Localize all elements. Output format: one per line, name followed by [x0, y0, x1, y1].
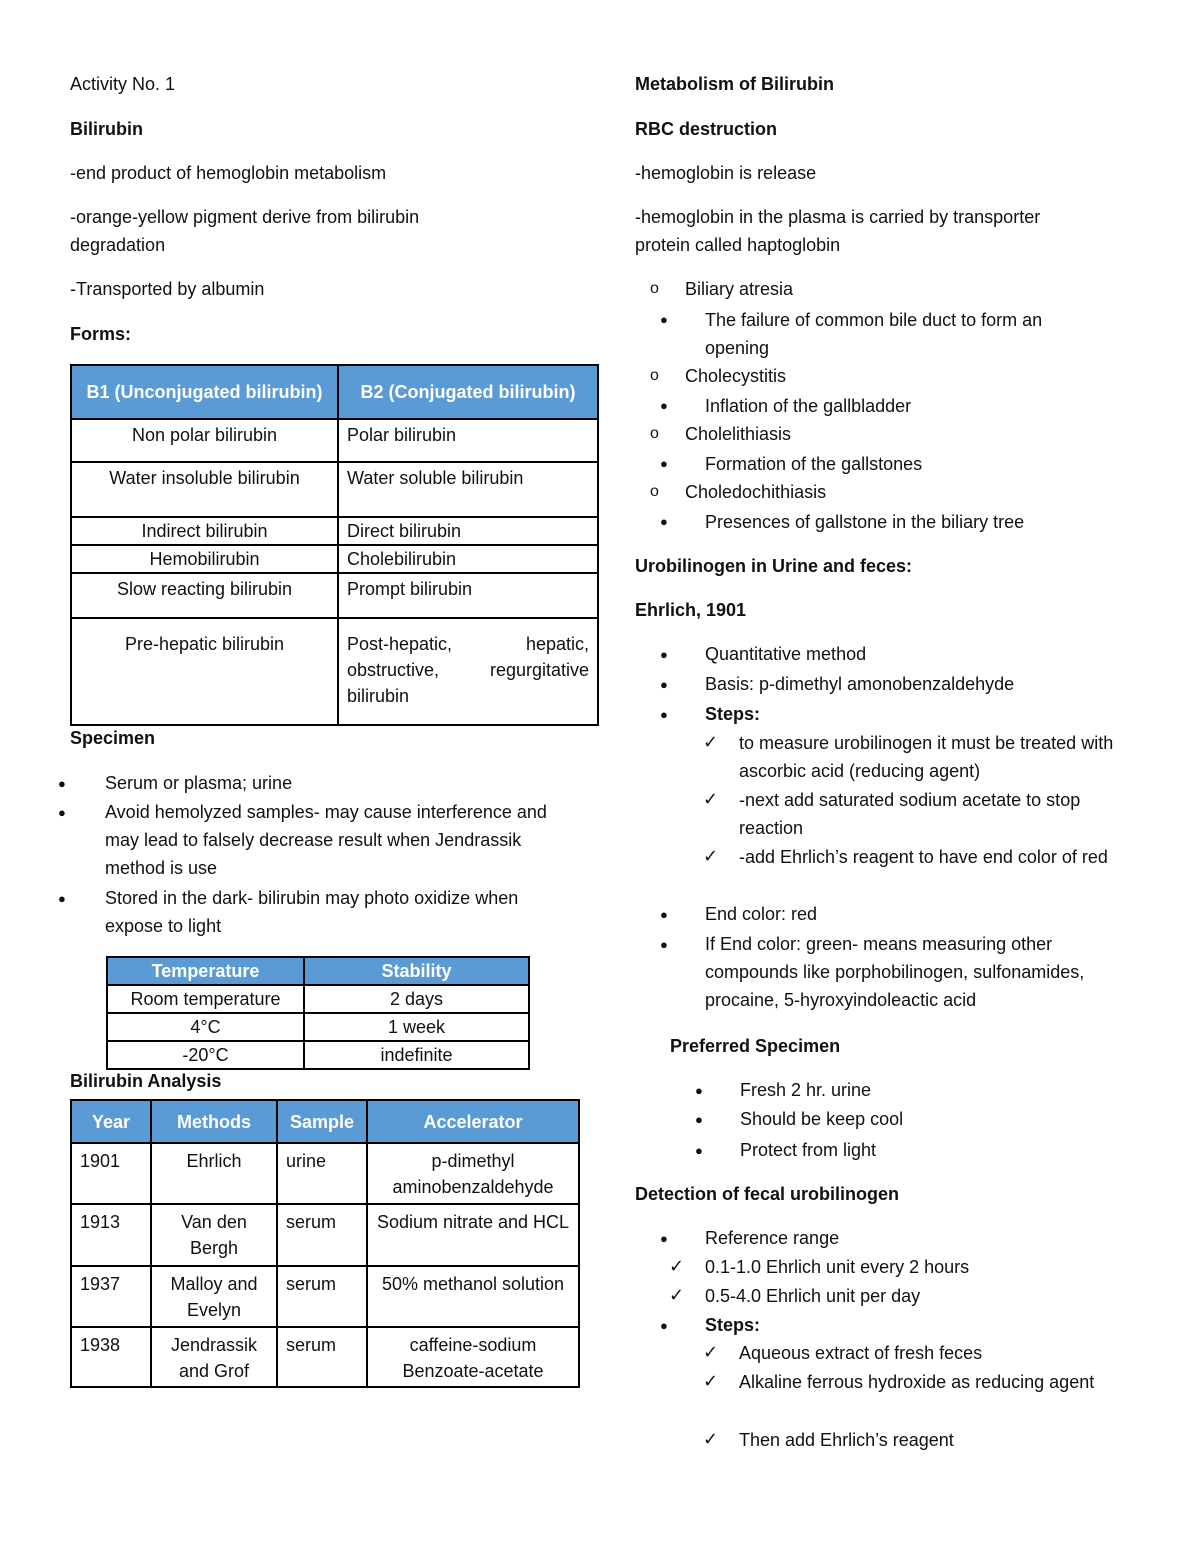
- table-row: [71, 1327, 579, 1387]
- condition-desc: Formation of the gallstones: [705, 454, 923, 474]
- table-cell: Van den Bergh: [151, 1204, 277, 1266]
- table-header: Accelerator: [367, 1100, 579, 1143]
- bullet-icon: ●: [660, 1318, 668, 1333]
- fecal-ref: Reference range: [705, 1228, 840, 1248]
- table-cell: Jendrassik and Grof: [151, 1327, 277, 1387]
- ehrlich-heading: Ehrlich, 1901: [635, 600, 747, 620]
- preferred-item: Should be keep cool: [740, 1109, 904, 1129]
- specimen-item: Stored in the dark- bilirubin may photo oxidize when expose to light: [105, 888, 519, 936]
- table-cell: Non polar bilirubin: [71, 419, 338, 462]
- bullet-icon: ●: [58, 805, 66, 820]
- table-cell: Water soluble bilirubin: [338, 462, 598, 517]
- table-cell: Room temperature: [107, 985, 304, 1013]
- table-row: [71, 545, 598, 573]
- bullet-icon: ●: [660, 937, 668, 952]
- ehrlich-item: Basis: p-dimethyl amonobenzaldehyde: [705, 674, 1015, 694]
- fecal-heading: Detection of fecal urobilinogen: [635, 1184, 900, 1204]
- table-cell: Malloy and Evelyn: [151, 1266, 277, 1327]
- check-icon: ✓: [703, 1371, 719, 1391]
- table-cell: p-dimethyl aminobenzaldehyde: [367, 1143, 579, 1204]
- condition-desc: Inflation of the gallbladder: [705, 396, 912, 416]
- table-cell: serum: [277, 1204, 367, 1266]
- condition-name: Choledochithiasis: [685, 482, 827, 502]
- bullet-icon: ●: [58, 776, 66, 791]
- bullet-icon: ●: [695, 1083, 703, 1098]
- table-cell: indefinite: [304, 1041, 529, 1069]
- table-row: [71, 1266, 579, 1327]
- table-header: Temperature: [107, 957, 304, 985]
- fact-line: -orange-yellow pigment derive from bilirubin: [70, 207, 420, 227]
- bullet-icon: ●: [660, 1231, 668, 1246]
- check-icon: ✓: [669, 1285, 685, 1305]
- table-cell: urine: [277, 1143, 367, 1204]
- check-icon: ✓: [703, 846, 719, 866]
- table-header: B2 (Conjugated bilirubin): [338, 365, 598, 419]
- bullet-icon: ●: [695, 1143, 703, 1158]
- fact-line: degradation: [70, 235, 166, 255]
- table-cell: serum: [277, 1327, 367, 1387]
- table-row: [107, 985, 529, 1013]
- check-icon: ✓: [669, 1256, 685, 1276]
- table-cell: Post-hepatic, hepatic, obstructive, regurgitative bilirubin: [338, 618, 598, 725]
- fact-line: -end product of hemoglobin metabolism: [70, 163, 387, 183]
- table-header: Methods: [151, 1100, 277, 1143]
- stability-table: [106, 956, 530, 1070]
- circle-bullet-icon: o: [650, 280, 659, 297]
- analysis-table: [70, 1099, 580, 1388]
- ehrlich-step: -next add saturated sodium acetate to stop reaction: [739, 790, 1081, 838]
- table-cell: Hemobilirubin: [71, 545, 338, 573]
- ehrlich-step: -add Ehrlich’s reagent to have end color of red: [739, 847, 1108, 867]
- table-row: [107, 1013, 529, 1041]
- table-cell: caffeine-sodium Benzoate-acetate: [367, 1327, 579, 1387]
- table-cell: Pre-hepatic bilirubin: [71, 618, 338, 725]
- specimen-item: Serum or plasma; urine: [105, 773, 293, 793]
- table-row: [71, 517, 598, 545]
- table-row: [71, 419, 598, 462]
- condition-name: Biliary atresia: [685, 279, 794, 299]
- table-row: [71, 573, 598, 618]
- table-cell: Water insoluble bilirubin: [71, 462, 338, 517]
- rbc-fact: -hemoglobin is release: [635, 163, 817, 183]
- bullet-icon: ●: [58, 891, 66, 906]
- ehrlich-step: to measure urobilinogen it must be treated with ascorbic acid (reducing agent): [739, 733, 1114, 781]
- metabolism-heading: Metabolism of Bilirubin: [635, 74, 835, 94]
- specimen-heading: Specimen: [70, 728, 156, 748]
- fecal-steps-label: Steps:: [705, 1315, 761, 1335]
- rbc-fact: protein called haptoglobin: [635, 235, 841, 255]
- condition-desc: Presences of gallstone in the biliary tree: [705, 512, 1025, 532]
- table-header: Year: [71, 1100, 151, 1143]
- fecal-range: 0.5-4.0 Ehrlich unit per day: [705, 1286, 921, 1306]
- table-cell: 1913: [71, 1204, 151, 1266]
- forms-heading: Forms:: [70, 324, 132, 344]
- bullet-icon: ●: [660, 514, 668, 529]
- fecal-step: Then add Ehrlich’s reagent: [739, 1430, 954, 1450]
- circle-bullet-icon: o: [650, 483, 659, 500]
- urobilinogen-heading: Urobilinogen in Urine and feces:: [635, 556, 913, 576]
- table-cell: 1937: [71, 1266, 151, 1327]
- check-icon: ✓: [703, 789, 719, 809]
- table-cell: Slow reacting bilirubin: [71, 573, 338, 618]
- activity-title: Activity No. 1: [70, 74, 176, 94]
- condition-name: Cholecystitis: [685, 366, 787, 386]
- fact-line: -Transported by albumin: [70, 279, 265, 299]
- ehrlich-steps-label: Steps:: [705, 704, 761, 724]
- table-row: [71, 462, 598, 517]
- bullet-icon: ●: [660, 907, 668, 922]
- table-cell: 4°C: [107, 1013, 304, 1041]
- fecal-range: 0.1-1.0 Ehrlich unit every 2 hours: [705, 1257, 970, 1277]
- bullet-icon: ●: [660, 312, 668, 327]
- table-cell: Polar bilirubin: [338, 419, 598, 462]
- table-cell: 2 days: [304, 985, 529, 1013]
- analysis-heading: Bilirubin Analysis: [70, 1071, 222, 1091]
- fecal-step: Aqueous extract of fresh feces: [739, 1343, 983, 1363]
- bullet-icon: ●: [660, 647, 668, 662]
- condition-name: Cholelithiasis: [685, 424, 792, 444]
- table-cell: 1901: [71, 1143, 151, 1204]
- circle-bullet-icon: o: [650, 367, 659, 384]
- check-icon: ✓: [703, 1342, 719, 1362]
- rbc-fact: -hemoglobin in the plasma is carried by transporter: [635, 207, 1041, 227]
- check-icon: ✓: [703, 732, 719, 752]
- preferred-heading: Preferred Specimen: [670, 1036, 841, 1056]
- bullet-icon: ●: [660, 677, 668, 692]
- preferred-item: Fresh 2 hr. urine: [740, 1080, 872, 1100]
- table-row: [71, 1143, 579, 1204]
- table-cell: Cholebilirubin: [338, 545, 598, 573]
- table-header: B1 (Unconjugated bilirubin): [71, 365, 338, 419]
- table-row: [71, 618, 598, 725]
- ehrlich-end: End color: red: [705, 904, 818, 924]
- ehrlich-end: If End color: green- means measuring other compounds like porphobilinogen, sulfonamides, procaine, 5-hyroxyindoleactic acid: [705, 934, 1085, 1010]
- table-cell: 50% methanol solution: [367, 1266, 579, 1327]
- table-cell: Direct bilirubin: [338, 517, 598, 545]
- preferred-item: Protect from light: [740, 1140, 877, 1160]
- table-cell: serum: [277, 1266, 367, 1327]
- table-cell: Indirect bilirubin: [71, 517, 338, 545]
- table-cell: -20°C: [107, 1041, 304, 1069]
- bullet-icon: ●: [660, 456, 668, 471]
- fecal-step: Alkaline ferrous hydroxide as reducing agent: [739, 1372, 1095, 1392]
- condition-desc: The failure of common bile duct to form an opening: [705, 310, 1043, 358]
- table-row: [71, 1204, 579, 1266]
- circle-bullet-icon: o: [650, 425, 659, 442]
- table-cell: 1 week: [304, 1013, 529, 1041]
- bullet-icon: ●: [660, 707, 668, 722]
- rbc-heading: RBC destruction: [635, 119, 778, 139]
- bilirubin-heading: Bilirubin: [70, 119, 143, 139]
- forms-table: [70, 364, 599, 726]
- specimen-item: Avoid hemolyzed samples- may cause interference and may lead to falsely decrease result when Jendrassik method is use: [105, 802, 547, 878]
- bullet-icon: ●: [695, 1112, 703, 1127]
- table-cell: Prompt bilirubin: [338, 573, 598, 618]
- table-cell: 1938: [71, 1327, 151, 1387]
- table-row: [107, 1041, 529, 1069]
- table-cell: Ehrlich: [151, 1143, 277, 1204]
- check-icon: ✓: [703, 1429, 719, 1449]
- table-cell: Sodium nitrate and HCL: [367, 1204, 579, 1266]
- bullet-icon: ●: [660, 398, 668, 413]
- table-header: Sample: [277, 1100, 367, 1143]
- table-header: Stability: [304, 957, 529, 985]
- ehrlich-item: Quantitative method: [705, 644, 867, 664]
